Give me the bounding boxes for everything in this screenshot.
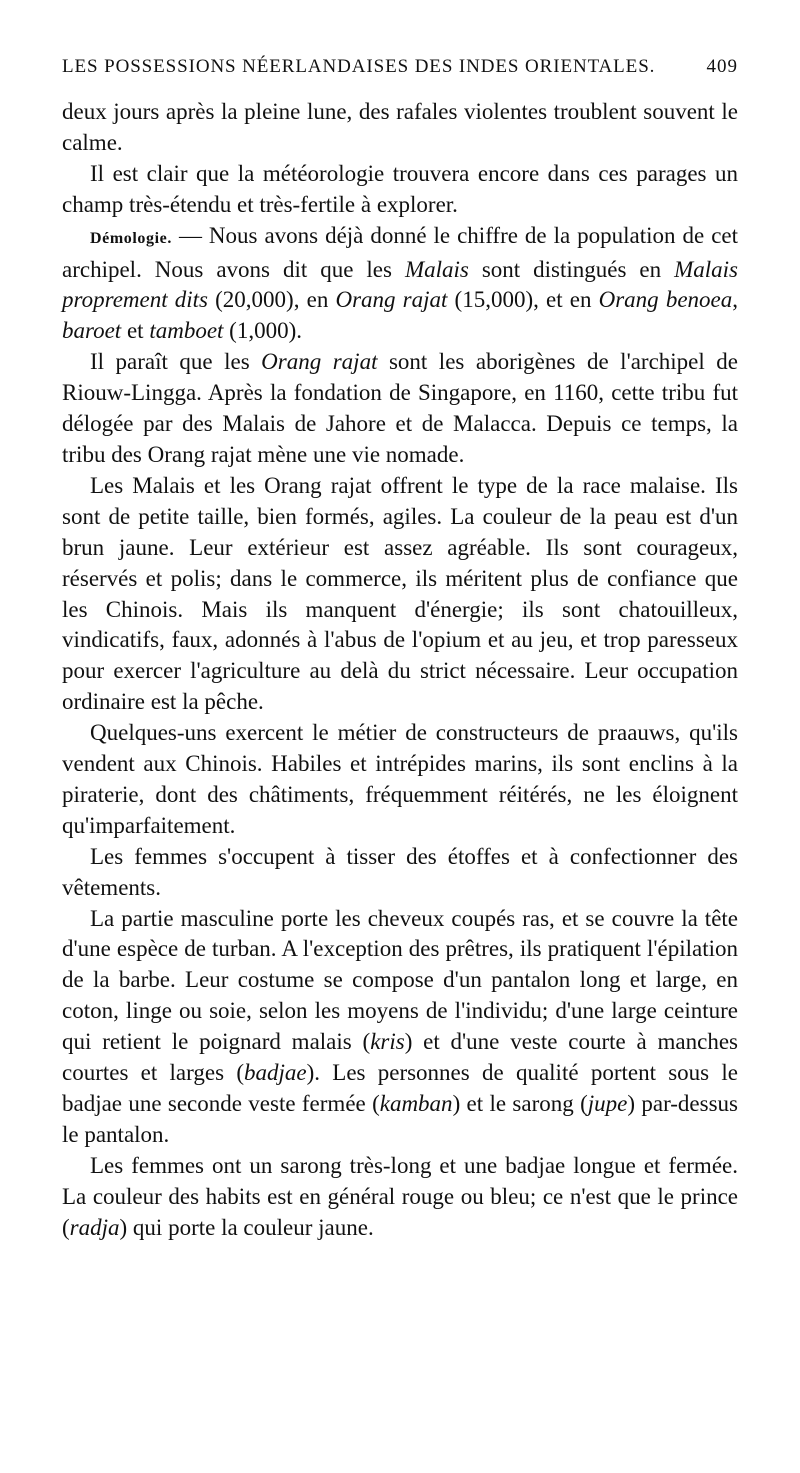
text-run: , — [732, 287, 738, 313]
paragraph-9 — [62, 1151, 738, 1244]
page-number: 409 — [706, 56, 738, 77]
italic-term: Orang rajat — [261, 349, 378, 375]
italic-term: Orang benoea — [598, 287, 733, 313]
italic-term: kamban — [379, 1091, 453, 1116]
body-text — [62, 97, 738, 1244]
running-title: LES POSSESSIONS NÉERLANDAISES DES INDES ORIENTALES. — [62, 56, 656, 77]
text-run: — Nous avons déjà donné le chiffre de la population de cet archipel. Nous avons dit que les — [62, 222, 738, 282]
text-run: La partie masculine porte les cheveux coupés ras, et se couvre la tête d'une espèce de turban. A l'exception des prêtres, ils pratiquent l'épilation de la barbe. Leur costume se compose d'un pantalon long et large, en coton, linge ou soie, selon les moyens de l'individu; d'une large ceinture qui retient le poignard malais ( — [62, 905, 738, 1055]
text-run: (20,000), en — [208, 287, 336, 313]
paragraph-5: Les Malais et les Orang rajat offrent le type de la race malaise. Ils sont de petite taille, bien formés, agiles. La couleur de la peau est d'un brun jaune. Leur extérieur est assez agréable. Ils sont courageux, réservés et polis; dans le commerce, ils méritent plus de confiance que les Chinois. Mais ils manquent d'énergie; ils sont chatouilleux, vindicatifs, faux, adonnés à l'abus de l'opium et au jeu, et trop paresseux pour exercer l'agriculture au delà du strict nécessaire. Leur occupation ordinaire est la pêche. — [62, 472, 738, 715]
paragraph-7: Les femmes s'occupent à tisser des étoffes et à confectionner des vêtements. — [62, 843, 738, 900]
italic-term: badjae — [243, 1060, 307, 1086]
text-run: sont distingués en — [468, 256, 675, 282]
text-run: (1,000). — [223, 318, 302, 344]
section-label: Démologie. — [90, 229, 172, 247]
paragraph-4 — [62, 347, 738, 471]
paragraph-1: deux jours après la pleine lune, des rafales violentes troublent souvent le calme. — [62, 99, 738, 155]
text-run: ) par-dessus le pantalon. — [62, 1091, 738, 1147]
italic-term: jupe — [587, 1091, 628, 1116]
italic-term: Malais — [404, 256, 469, 282]
paragraph-2: Il est clair que la météorologie trouvera encore dans ces parages un champ très-étendu et très-fertile à explorer. — [62, 160, 738, 217]
italic-term: tamboet — [149, 318, 224, 344]
paragraph-6: Quelques-uns exercent le métier de constructeurs de praauws, qu'ils vendent aux Chinois. Habiles et intrépides marins, ils sont enclins à la piraterie, dont des châtiments, fréquemment réitérés, ne les éloignent qu'imparfaitement. — [62, 720, 738, 838]
text-run: Les femmes ont un sarong très-long et une badjae longue et fermée. La couleur des habits est en général rouge ou bleu; ce n'est que le prince ( — [62, 1152, 738, 1240]
text-run: ) qui porte la couleur jaune. — [119, 1214, 374, 1240]
text-run: (15,000), et en — [447, 287, 599, 313]
page-header — [62, 56, 738, 78]
text-run: et — [121, 318, 150, 344]
italic-term: kris — [370, 1029, 405, 1055]
italic-term: Malais proprement dits — [62, 256, 738, 313]
text-run: ). Les personnes de qualité portent sous le badjae une seconde veste fermée ( — [62, 1060, 738, 1116]
italic-term: radja — [69, 1214, 120, 1240]
text-run: Il paraît que les — [90, 349, 262, 375]
paragraph-demologie — [62, 221, 738, 348]
text-run: ) et d'une veste courte à manches courtes et larges ( — [62, 1029, 738, 1086]
italic-term: baroet — [62, 318, 122, 344]
text-run: ) et le sarong ( — [452, 1091, 588, 1116]
text-run: sont les aborigènes de l'archipel de Riouw-Lingga. Après la fondation de Singapore, en 1160, cette tribu fut délogée par des Malais de Jahore et de Malacca. Depuis ce temps, la tribu des Orang rajat mène une vie nomade. — [62, 349, 738, 467]
italic-term: Orang rajat — [335, 287, 448, 313]
paragraph-8 — [62, 904, 738, 1151]
